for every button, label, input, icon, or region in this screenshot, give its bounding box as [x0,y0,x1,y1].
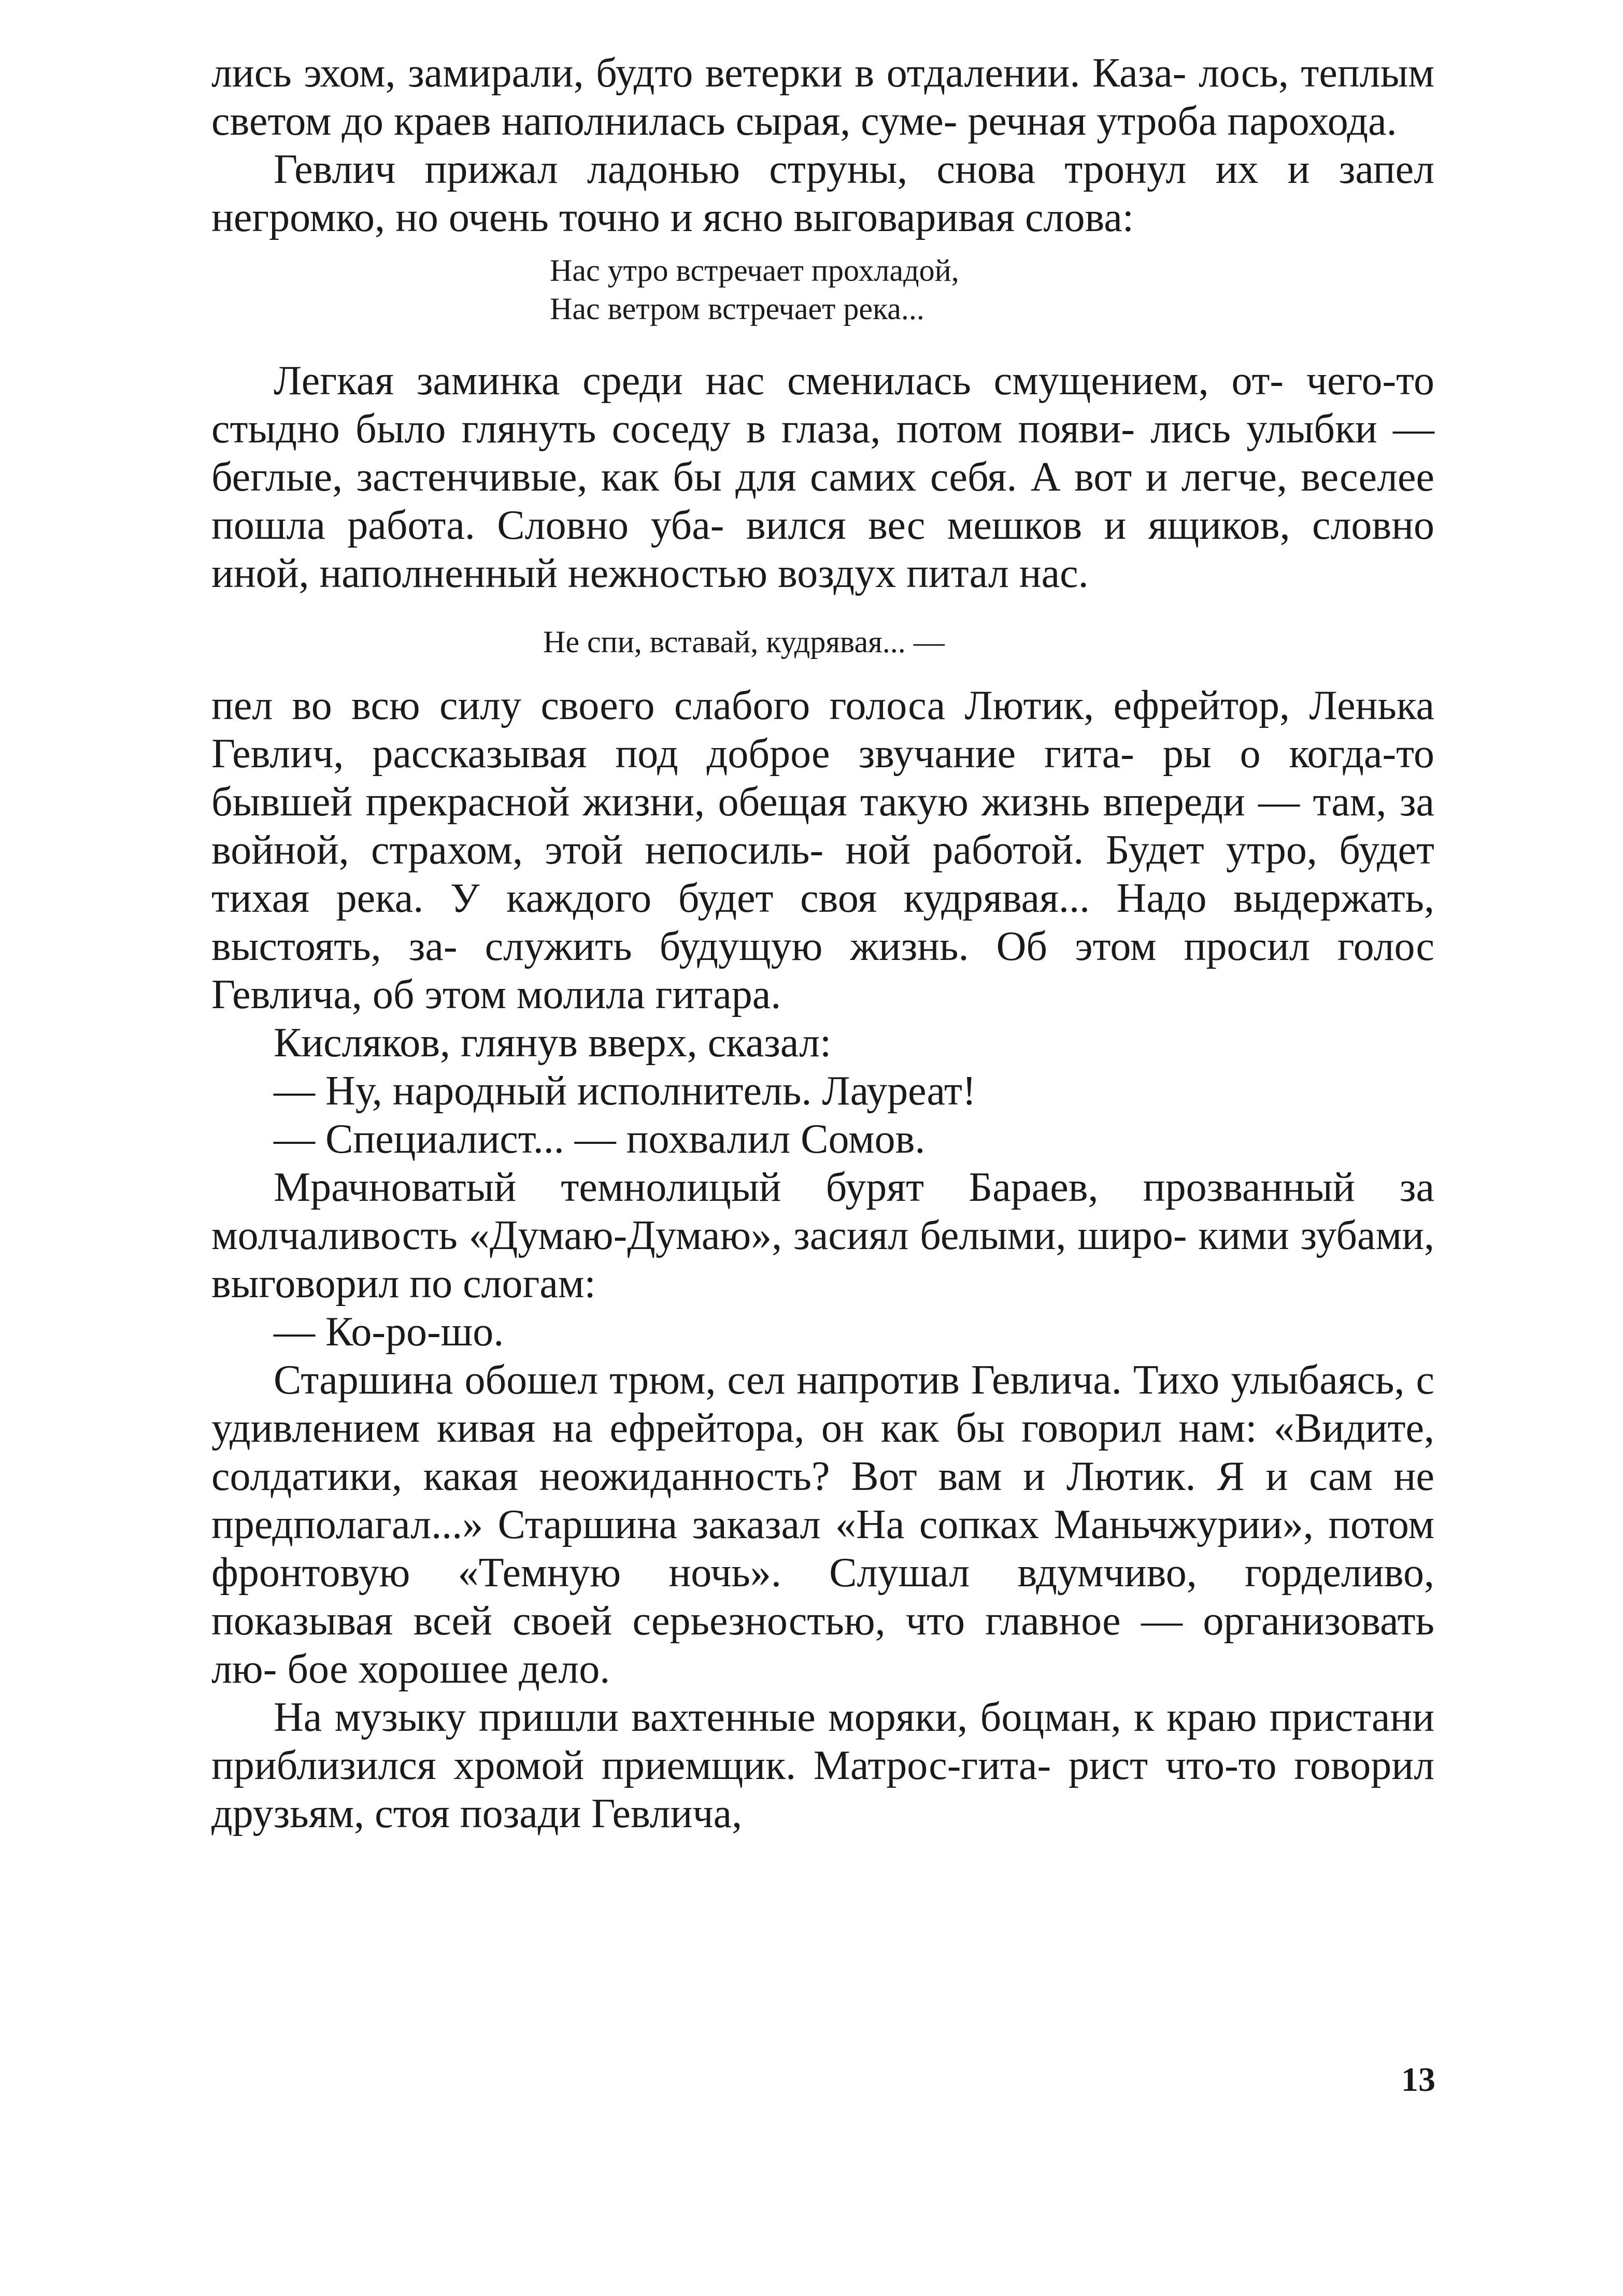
page-number: 13 [1401,2061,1435,2099]
dialogue-line-2 [211,1115,1434,1164]
book-page [211,49,1434,1838]
text-line: жизнь впереди — там, за войной, страхом, этой непосиль- [211,779,1435,873]
text-line: речная утроба парохода. [967,98,1397,144]
text-line: пел во всю силу своего слабого голоса Лютик, ефрейтор, [211,683,1290,728]
text-line: — Специалист... — похвалил Сомов. [274,1116,926,1162]
text-line: Ленька Гевлич, рассказывая под доброе звучание гита- [211,683,1435,777]
text-line: пристани приблизился хромой приемщик. Матрос-гита- [211,1695,1435,1788]
text-line: служить будущую жизнь. Об этом просил голос Гевлича, [211,924,1435,1017]
text-line: лись улыбки — беглые, застенчивые, как бы для самих [211,406,1435,500]
dialogue-line-1 [211,1067,1434,1115]
text-line: заказал «На сопках Маньчжурии», потом фронтовую [211,1502,1435,1596]
text-line: Гевлич прижал ладонью струны, снова тронул их и [274,147,1310,192]
dialogue-line-3 [211,1308,1434,1356]
paragraph-3 [211,357,1434,598]
text-line: Старшина обошел трюм, сел напротив Гевлича. Тихо [274,1357,1220,1403]
text-line: — Ну, народный исполнитель. Лауреат! [274,1068,976,1114]
verse-line: Нас утро встречает прохладой, [550,253,959,288]
text-line: себя. А вот и легче, веселее пошла работа. Словно уба- [211,454,1435,548]
verse-line: Не спи, вставай, кудрявая... — [543,625,945,659]
text-line: лось, теплым светом до краев наполнилась сырая, суме- [211,50,1435,144]
text-line: вился вес мешков и ящиков, словно иной, наполненный [211,503,1435,596]
text-line: рист что-то говорил друзьям, стоя позади Гевлича, [211,1743,1434,1836]
text-line: улыбаясь, с удивлением кивая на ефрейтора, он как бы [211,1357,1434,1451]
paragraph-starshina [211,1356,1434,1694]
text-line: нежностью воздух питал нас. [567,551,1089,596]
song-verse-2 [211,623,1434,661]
text-line: «Темную ночь». Слушал вдумчиво, горделиво, показывая [211,1550,1435,1644]
paragraph-kislyakov [211,1019,1434,1067]
song-verse-1 [211,251,1434,328]
text-line: бое хорошее дело. [287,1646,610,1692]
paragraph-2 [211,146,1434,242]
text-line: Вот вам и Лютик. Я и сам не предполагал...» Старшина [211,1454,1435,1547]
paragraph-music [211,1694,1434,1838]
text-line: На музыку пришли вахтенные моряки, боцман, к краю [274,1695,1257,1740]
text-line: лись эхом, замирали, будто ветерки в отдалении. Каза- [211,50,1187,96]
text-line: кими зубами, выговорил по слогам: [211,1213,1434,1307]
text-line: говорил нам: «Видите, солдатики, какая неожиданность? [211,1405,1435,1499]
text-line: будет своя кудрявая... Надо выдержать, выстоять, за- [211,876,1435,969]
text-line: Кисляков, глянув вверх, сказал: [274,1020,832,1066]
text-line: — Ко-ро-шо. [274,1309,504,1355]
text-line: за молчаливость «Думаю-Думаю», засиял белыми, широ- [211,1165,1435,1258]
text-line: Мрачноватый темнолицый бурят Бараев, прозванный [274,1165,1355,1210]
paragraph-1 [211,49,1434,146]
text-line: чего-то стыдно было глянуть соседу в глаза, потом появи- [211,358,1435,452]
paragraph-4 [211,682,1434,1019]
verse-line: Нас ветром встречает река... [550,292,924,326]
text-line: об этом молила гитара. [372,972,781,1017]
text-line: Легкая заминка среди нас сменилась смущением, от- [274,358,1284,404]
text-line: запел негромко, но очень точно и ясно выговаривая [211,147,1435,240]
text-line: ной работой. Будет утро, будет тихая река. У каждого [211,827,1435,921]
text-line: всей своей серьезностью, что главное — организовать лю- [211,1598,1435,1692]
text-line: слова: [1025,195,1134,240]
paragraph-baraev [211,1164,1434,1308]
text-line: ры о когда-то бывшей прекрасной жизни, обещая такую [211,731,1434,825]
